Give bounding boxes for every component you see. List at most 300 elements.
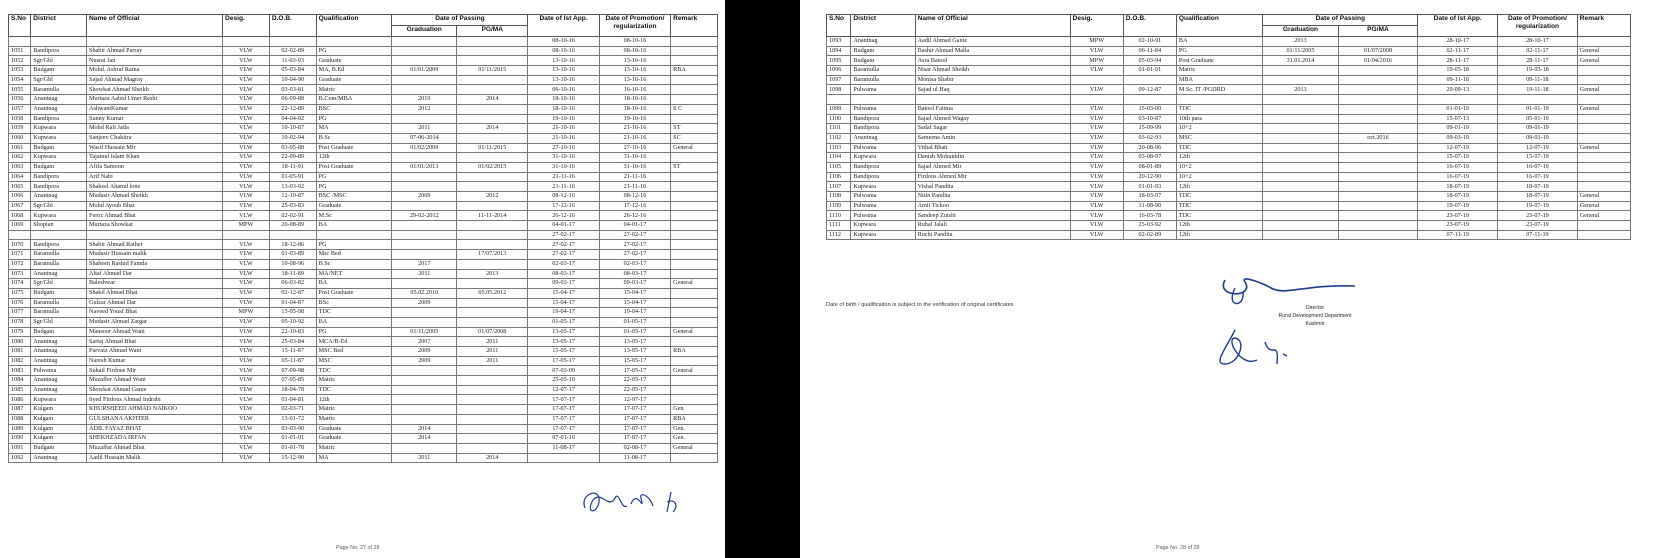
cell-promotion: 04-01-17: [599, 221, 670, 231]
table-row: [9, 279, 718, 289]
cell-first-app: 26-12-16: [528, 211, 599, 221]
cell-pgma: [1338, 143, 1418, 153]
cell-pgma: [1338, 182, 1418, 192]
cell-dob: 10-08-96: [269, 259, 316, 269]
cell-remark: [671, 376, 718, 386]
table-row: [9, 356, 718, 366]
cell-graduation: 01/01/2009: [392, 66, 457, 76]
cell-pgma: [457, 259, 528, 269]
cell-name: SHEKHZADA IRFAN: [87, 434, 223, 444]
cell-remark: [1577, 114, 1630, 124]
cell-sno: 1092: [9, 453, 31, 463]
cell-qualification: MBA: [1176, 75, 1262, 85]
cell-district: Sgr/Gbl: [31, 56, 87, 66]
cell-qualification: BA: [1176, 37, 1262, 47]
cell-graduation: [392, 240, 457, 250]
cell-name: Naresh Kumar: [87, 356, 223, 366]
col-header-date-promotion: Date of Promotion/ regularization: [1498, 15, 1578, 37]
cell-qualification: PG: [316, 172, 392, 182]
cell-desig: VLW: [223, 337, 270, 347]
cell-first-app: [1418, 95, 1498, 105]
cell-district: Kupwara: [31, 124, 87, 134]
cell-dob: 04-04-92: [269, 114, 316, 124]
cell-sno: 1089: [9, 424, 31, 434]
cell-desig: VLW: [223, 56, 270, 66]
cell-promotion: 19-07-19: [1498, 201, 1578, 211]
cell-remark: [671, 308, 718, 318]
cell-name: Muzaffer Ahmad Wani: [87, 376, 223, 386]
cell-remark: General: [671, 327, 718, 337]
cell-district: Anantnag: [31, 104, 87, 114]
cell-district: [31, 230, 87, 240]
cell-remark: [1577, 66, 1630, 76]
table-row: [827, 56, 1631, 66]
cell-desig: VLW: [223, 133, 270, 143]
cell-promotion: 19-11-18: [1498, 85, 1578, 95]
cell-name: Sanjeev Chakitra: [87, 133, 223, 143]
cell-promotion: 16-07-19: [1498, 172, 1578, 182]
cell-desig: VLW: [223, 85, 270, 95]
cell-promotion: 17-07-17: [599, 424, 670, 434]
cell-qualification: BSC /MSC: [316, 192, 392, 202]
cell-name: Batool Fatima: [915, 104, 1070, 114]
cell-graduation: [1263, 114, 1338, 124]
cell-dob: 05-03-84: [269, 66, 316, 76]
cell-desig: VLW: [223, 114, 270, 124]
cell-district: Kulgam: [31, 424, 87, 434]
cell-sno: 1063: [9, 162, 31, 172]
cell-desig: VLW: [1070, 172, 1123, 182]
cell-pgma: [1338, 201, 1418, 211]
cell-dob: 31-08-90: [1123, 201, 1176, 211]
cell-first-app: 27-10-16: [528, 143, 599, 153]
col-header-desig: Desig.: [1070, 15, 1123, 37]
cell-desig: VLW: [223, 75, 270, 85]
cell-promotion: 15-04-17: [599, 298, 670, 308]
cell-qualification: 10+2: [1176, 172, 1262, 182]
cell-pgma: [1338, 124, 1418, 134]
cell-first-app: 02-11-17: [1418, 46, 1498, 56]
cell-pgma: 17/07/2013: [457, 250, 528, 260]
cell-remark: General: [1577, 56, 1630, 66]
cell-desig: VLW: [223, 250, 270, 260]
cell-qualification: TDC: [1176, 104, 1262, 114]
cell-desig: MPW: [1070, 37, 1123, 47]
cell-first-app: 01-05-17: [528, 317, 599, 327]
cell-qualification: Matric: [316, 376, 392, 386]
col-header-graduation: Graduation: [1263, 26, 1338, 37]
cell-first-app: 25-05-10: [528, 376, 599, 386]
table-row: [9, 298, 718, 308]
cell-graduation: 2014: [392, 434, 457, 444]
cell-remark: [671, 46, 718, 56]
cell-qualification: 12th: [1176, 221, 1262, 231]
cell-pgma: [457, 221, 528, 231]
cell-pgma: 11-11-2014: [457, 211, 528, 221]
cell-district: Anantnag: [31, 192, 87, 202]
cell-dob: 03-08-97: [1123, 153, 1176, 163]
cell-dob: 03-05-88: [269, 143, 316, 153]
cell-district: Bandipora: [31, 114, 87, 124]
cell-dob: 13-01-72: [269, 414, 316, 424]
cell-dob: 25-03-92: [1123, 221, 1176, 231]
cell-name: Shakeel Ahamd lone: [87, 182, 223, 192]
cell-sno: 1102: [827, 133, 851, 143]
cell-name: Mansoor Ahmad Wani: [87, 327, 223, 337]
cell-desig: VLW: [223, 366, 270, 376]
cell-remark: RBA: [671, 414, 718, 424]
table-row: [9, 259, 718, 269]
cell-remark: [1577, 221, 1630, 231]
cell-pgma: [1338, 95, 1418, 105]
col-header-date-of-passing: Date of Passing: [1263, 15, 1418, 26]
cell-pgma: 2014: [457, 453, 528, 463]
cell-first-app: 18-07-19: [1418, 182, 1498, 192]
cell-promotion: 17-12-16: [599, 201, 670, 211]
cell-name: Monisa Shabir: [915, 75, 1070, 85]
cell-name: [915, 95, 1070, 105]
cell-district: Anantnag: [31, 337, 87, 347]
cell-desig: VLW: [223, 414, 270, 424]
cell-graduation: 31.01.2014: [1263, 56, 1338, 66]
cell-sno: 1103: [827, 143, 851, 153]
cell-qualification: [1176, 95, 1262, 105]
cell-pgma: [457, 153, 528, 163]
cell-graduation: [1263, 75, 1338, 85]
cell-promotion: 18-10-16: [599, 95, 670, 105]
cell-district: Bandipora: [31, 240, 87, 250]
cell-graduation: 2011: [392, 269, 457, 279]
cell-district: Baramulla: [31, 85, 87, 95]
cell-desig: VLW: [223, 424, 270, 434]
cell-graduation: 01/02/2009: [392, 143, 457, 153]
cell-district: Sgr/Gbl: [31, 317, 87, 327]
table-row: [827, 230, 1631, 240]
cell-dob: 15-05-98: [269, 308, 316, 318]
cell-remark: [671, 201, 718, 211]
cell-dob: 13-03-92: [269, 182, 316, 192]
cell-dob: 20-08-89: [269, 221, 316, 231]
cell-district: Pulwama: [851, 201, 915, 211]
cell-name: AshwaniKumar: [87, 104, 223, 114]
cell-dob: 15-09-99: [1123, 124, 1176, 134]
cell-name: Asra Batool: [915, 56, 1070, 66]
signatory-department: Rural Development Department: [1278, 313, 1352, 319]
cell-first-app: 23-07-19: [1418, 211, 1498, 221]
cell-district: Kupwara: [851, 230, 915, 240]
cell-desig: VLW: [223, 182, 270, 192]
cell-dob: 12-10-87: [269, 192, 316, 202]
cell-pgma: oct.2016: [1338, 133, 1418, 143]
cell-district: Bandipora: [31, 172, 87, 182]
cell-district: [31, 37, 87, 47]
cell-desig: VLW: [223, 385, 270, 395]
cell-name: Parvaiz Ahmad Wani: [87, 347, 223, 357]
table-row: [9, 95, 718, 105]
cell-dob: 01-01-93: [1123, 182, 1176, 192]
cell-name: Muzaffar Ahmad Bhat: [87, 443, 223, 453]
table-row: [827, 85, 1631, 95]
cell-district: Kupwara: [851, 182, 915, 192]
cell-first-app: 21-11-16: [528, 182, 599, 192]
cell-dob: 05-11-87: [269, 356, 316, 366]
table-row: [9, 46, 718, 56]
cell-qualification: BSC: [316, 104, 392, 114]
officials-table-page-28: [826, 14, 1631, 240]
table-row: [827, 37, 1631, 47]
cell-graduation: 2013: [1263, 37, 1338, 47]
cell-sno: 1059: [9, 124, 31, 134]
table-row: [827, 133, 1631, 143]
table-row: [9, 133, 718, 143]
cell-desig: VLW: [1070, 124, 1123, 134]
cell-qualification: MA, B.Ed: [316, 66, 392, 76]
cell-remark: [671, 288, 718, 298]
cell-dob: 01-01-78: [269, 443, 316, 453]
cell-qualification: Post Graduate: [316, 162, 392, 172]
cell-remark: [1577, 95, 1630, 105]
cell-district: Kupwara: [31, 153, 87, 163]
cell-qualification: [316, 230, 392, 240]
cell-remark: General: [671, 143, 718, 153]
cell-qualification: MA/NET: [316, 269, 392, 279]
cell-district: Baramulla: [31, 250, 87, 260]
cell-promotion: 17-07-17: [599, 414, 670, 424]
cell-dob: 08-01-89: [1123, 162, 1176, 172]
cell-dob: 10-10-87: [269, 124, 316, 134]
cell-promotion: 08-03-17: [599, 269, 670, 279]
cell-remark: [671, 395, 718, 405]
cell-pgma: [457, 385, 528, 395]
cell-promotion: 08-10-16: [599, 37, 670, 47]
cell-qualification: Msc Bed: [316, 250, 392, 260]
table-row: [9, 414, 718, 424]
cell-sno: 1088: [9, 414, 31, 424]
cell-name: Mohd. Ashraf Raina: [87, 66, 223, 76]
cell-remark: [1577, 133, 1630, 143]
cell-remark: S C: [671, 104, 718, 114]
cell-dob: 18-04-78: [269, 385, 316, 395]
cell-dob: 15-03-00: [1123, 104, 1176, 114]
cell-first-app: 21-10-16: [528, 133, 599, 143]
cell-promotion: 18-07-19: [1498, 182, 1578, 192]
cell-qualification: Matric: [316, 414, 392, 424]
cell-promotion: [1498, 95, 1578, 105]
cell-dob: 01-04-87: [269, 298, 316, 308]
cell-desig: VLW: [223, 46, 270, 56]
cell-pgma: [1338, 75, 1418, 85]
cell-graduation: [1263, 66, 1338, 76]
cell-sno: 1112: [827, 230, 851, 240]
cell-promotion: 16-10-16: [599, 85, 670, 95]
cell-name: Feroz Ahmad Bhat: [87, 211, 223, 221]
cell-district: Kupwara: [31, 395, 87, 405]
cell-remark: [671, 95, 718, 105]
cell-sno: 1108: [827, 192, 851, 202]
cell-sno: [827, 95, 851, 105]
signature-mark-left: [575, 480, 705, 520]
cell-first-app: 13-10-16: [528, 75, 599, 85]
cell-first-app: 09-03-17: [528, 279, 599, 289]
cell-first-app: 27-02-17: [528, 240, 599, 250]
cell-qualification: Matric: [316, 85, 392, 95]
cell-qualification: PG: [1176, 46, 1262, 56]
cell-graduation: [392, 308, 457, 318]
table-row: [827, 162, 1631, 172]
cell-first-app: 19-10-16: [528, 114, 599, 124]
cell-district: Anantnag: [31, 376, 87, 386]
cell-graduation: [1263, 133, 1338, 143]
table-row: [9, 182, 718, 192]
cell-first-app: 08-12-16: [528, 192, 599, 202]
cell-sno: 1110: [827, 211, 851, 221]
col-header-qualification: Qualification: [316, 15, 392, 37]
table-row: [9, 56, 718, 66]
cell-district: Sgr/Gbl: [31, 279, 87, 289]
cell-promotion: 08-12-16: [599, 192, 670, 202]
cell-remark: [671, 221, 718, 231]
cell-name: Naveed Yousf Bhat: [87, 308, 223, 318]
cell-pgma: [1338, 221, 1418, 231]
cell-promotion: 27-02-17: [599, 250, 670, 260]
cell-remark: [1577, 162, 1630, 172]
verification-note: Date of birth / qualificaiton is subject to the verification of original certificates: [826, 302, 1014, 308]
cell-name: Shakil Ahmad Bhat: [87, 288, 223, 298]
cell-pgma: 01/11/2015: [457, 143, 528, 153]
cell-desig: VLW: [223, 124, 270, 134]
table-row: [9, 327, 718, 337]
cell-desig: VLW: [223, 66, 270, 76]
cell-first-app: 27-02-17: [528, 250, 599, 260]
table-row: [9, 405, 718, 415]
cell-sno: 1067: [9, 201, 31, 211]
signature-block: [1270, 304, 1360, 328]
cell-sno: 1073: [9, 269, 31, 279]
cell-first-app: 23-07-19: [1418, 221, 1498, 231]
cell-sno: [9, 37, 31, 47]
cell-pgma: [1338, 37, 1418, 47]
cell-remark: [671, 317, 718, 327]
cell-qualification: Post Graduate: [316, 143, 392, 153]
cell-dob: 03-10-87: [1123, 114, 1176, 124]
cell-graduation: 2009: [392, 356, 457, 366]
cell-district: Kulgam: [31, 405, 87, 415]
cell-qualification: Graduate: [316, 201, 392, 211]
cell-first-app: 20-09-13: [1418, 85, 1498, 95]
cell-qualification: B.Sc: [316, 133, 392, 143]
cell-graduation: 2012: [392, 104, 457, 114]
cell-graduation: 2009: [392, 298, 457, 308]
cell-qualification: Post Graduate: [316, 288, 392, 298]
cell-pgma: [1338, 114, 1418, 124]
col-header-dob: D.O.B.: [269, 15, 316, 37]
cell-pgma: [457, 298, 528, 308]
cell-dob: [1123, 75, 1176, 85]
cell-sno: 1096: [827, 66, 851, 76]
cell-qualification: M.Sc: [316, 211, 392, 221]
cell-remark: [671, 37, 718, 47]
cell-sno: 1085: [9, 385, 31, 395]
cell-promotion: 13-10-16: [599, 66, 670, 76]
cell-name: [87, 230, 223, 240]
table-row: [9, 162, 718, 172]
cell-remark: [671, 192, 718, 202]
cell-first-app: 19-04-17: [528, 308, 599, 318]
cell-promotion: 27-02-17: [599, 240, 670, 250]
cell-dob: 01-05-91: [269, 172, 316, 182]
cell-district: Baramulla: [851, 75, 915, 85]
cell-first-app: 13-10-16: [528, 66, 599, 76]
cell-pgma: [1338, 66, 1418, 76]
cell-name: Tajamul Islam Khan: [87, 153, 223, 163]
cell-qualification: Graduate: [316, 424, 392, 434]
cell-qualification: MA: [316, 453, 392, 463]
col-header-date-first-app: Date of Ist App.: [1418, 15, 1498, 37]
cell-sno: 1058: [9, 114, 31, 124]
table-row: [827, 46, 1631, 56]
page-number: Page No. 27 of 28: [336, 545, 380, 551]
cell-district: [851, 95, 915, 105]
cell-pgma: [457, 104, 528, 114]
cell-desig: VLW: [1070, 162, 1123, 172]
cell-graduation: 07-06-2014: [392, 133, 457, 143]
cell-desig: VLW: [223, 162, 270, 172]
cell-desig: VLW: [223, 269, 270, 279]
cell-sno: 1075: [9, 288, 31, 298]
cell-first-app: 17-07-17: [528, 405, 599, 415]
cell-graduation: 01/01/2013: [392, 162, 457, 172]
cell-sno: 1111: [827, 221, 851, 231]
cell-desig: VLW: [1070, 85, 1123, 95]
cell-name: Sajad Ahmed Mir: [915, 162, 1070, 172]
table-row: [9, 104, 718, 114]
cell-district: Pulwama: [851, 104, 915, 114]
cell-remark: [671, 75, 718, 85]
cell-promotion: 09-03-17: [599, 279, 670, 289]
cell-name: Showkat Ahmad Ganie: [87, 385, 223, 395]
cell-pgma: [457, 434, 528, 444]
table-row: [9, 75, 718, 85]
cell-dob: 02-02-89: [1123, 230, 1176, 240]
cell-desig: VLW: [223, 327, 270, 337]
cell-pgma: [1338, 153, 1418, 163]
cell-graduation: [1263, 162, 1338, 172]
cell-qualification: Graduate: [316, 434, 392, 444]
cell-graduation: [1263, 182, 1338, 192]
cell-district: Anantnag: [31, 453, 87, 463]
cell-graduation: [1263, 221, 1338, 231]
cell-first-app: 21-10-16: [528, 124, 599, 134]
cell-district: Pulwama: [851, 192, 915, 202]
cell-qualification: BA: [316, 221, 392, 231]
cell-name: KHURSHEED AHMAD NAIKOO: [87, 405, 223, 415]
cell-name: Nusrat Jan: [87, 56, 223, 66]
cell-graduation: [1263, 143, 1338, 153]
cell-promotion: 23-07-19: [1498, 211, 1578, 221]
cell-dob: 16-03-78: [1123, 211, 1176, 221]
cell-desig: VLW: [1070, 192, 1123, 202]
cell-desig: VLW: [223, 240, 270, 250]
table-row: [9, 453, 718, 463]
cell-desig: [223, 37, 270, 47]
cell-sno: 1105: [827, 162, 851, 172]
cell-graduation: 2014: [392, 424, 457, 434]
cell-desig: VLW: [1070, 46, 1123, 56]
cell-pgma: 05.05.2012: [457, 288, 528, 298]
cell-dob: 03-03-81: [269, 85, 316, 95]
cell-dob: 18-12-86: [269, 240, 316, 250]
cell-graduation: 2011: [392, 453, 457, 463]
